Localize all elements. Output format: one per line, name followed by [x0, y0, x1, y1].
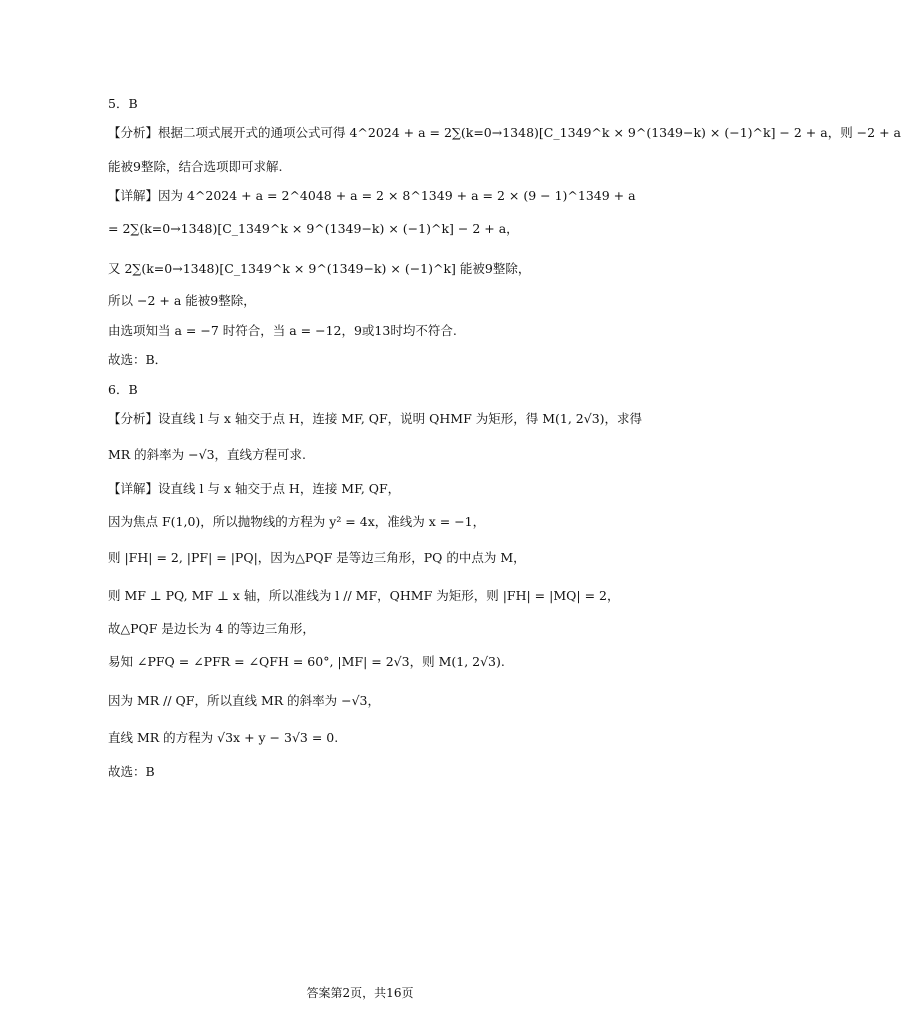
- q5-analysis-line-1: 【分析】根据二项式展开式的通项公式可得 4^2024 + a = 2∑(k=0→1348)[C_1349^k × 9^(1349−k) × (−1)^k] − 2 + a，则 −2 + a: [108, 125, 901, 140]
- q5-conclusion: 故选：B．: [108, 352, 168, 367]
- page-footer: 答案第2页，共16页: [306, 986, 414, 1000]
- q6-analysis-line-2: MR 的斜率为 −√3，直线方程可求.: [108, 447, 307, 462]
- q6-detail-line-4: 则 MF ⊥ PQ, MF ⊥ x 轴，所以准线为 l // MF，QHMF 为矩形，则 |FH| = |MQ| = 2，: [108, 588, 620, 603]
- q6-detail-line-5: 故△PQF 是边长为 4 的等边三角形，: [108, 621, 315, 636]
- q6-detail-line-7: 因为 MR // QF，所以直线 MR 的斜率为 −√3，: [108, 693, 380, 708]
- q5-detail-line-4: 所以 −2 + a 能被9整除，: [108, 293, 256, 308]
- q6-detail-line-6: 易知 ∠PFQ = ∠PFR = ∠QFH = 60°, |MF| = 2√3，则 M(1, 2√3).: [108, 654, 505, 669]
- question-5-answer: 5．B: [108, 96, 138, 111]
- q6-detail-line-3: 则 |FH| = 2, |PF| = |PQ|，因为△PQF 是等边三角形，PQ 的中点为 M，: [108, 550, 526, 565]
- q5-analysis-line-2: 能被9整除，结合选项即可求解.: [108, 159, 283, 174]
- q5-detail-line-3: 又 2∑(k=0→1348)[C_1349^k × 9^(1349−k) × (−1)^k] 能被9整除，: [108, 261, 531, 276]
- q6-detail-line-8: 直线 MR 的方程为 √3x + y − 3√3 = 0.: [108, 730, 339, 745]
- question-6-answer: 6．B: [108, 382, 138, 397]
- q6-detail-line-1: 【详解】设直线 l 与 x 轴交于点 H，连接 MF, QF，: [108, 481, 401, 496]
- q6-detail-line-2: 因为焦点 F(1,0)，所以抛物线的方程为 y² = 4x，准线为 x = −1，: [108, 514, 486, 529]
- q6-analysis-line-1: 【分析】设直线 l 与 x 轴交于点 H，连接 MF, QF，说明 QHMF 为矩形，得 M(1, 2√3)，求得: [108, 411, 643, 426]
- q6-conclusion: 故选：B: [108, 764, 155, 779]
- q5-detail-line-5: 由选项知当 a = −7 时符合，当 a = −12，9或13时均不符合.: [108, 323, 457, 338]
- q5-detail-line-2: = 2∑(k=0→1348)[C_1349^k × 9^(1349−k) × (−1)^k] − 2 + a，: [108, 221, 519, 236]
- q5-detail-line-1: 【详解】因为 4^2024 + a = 2^4048 + a = 2 × 8^1349 + a = 2 × (9 − 1)^1349 + a: [108, 188, 636, 203]
